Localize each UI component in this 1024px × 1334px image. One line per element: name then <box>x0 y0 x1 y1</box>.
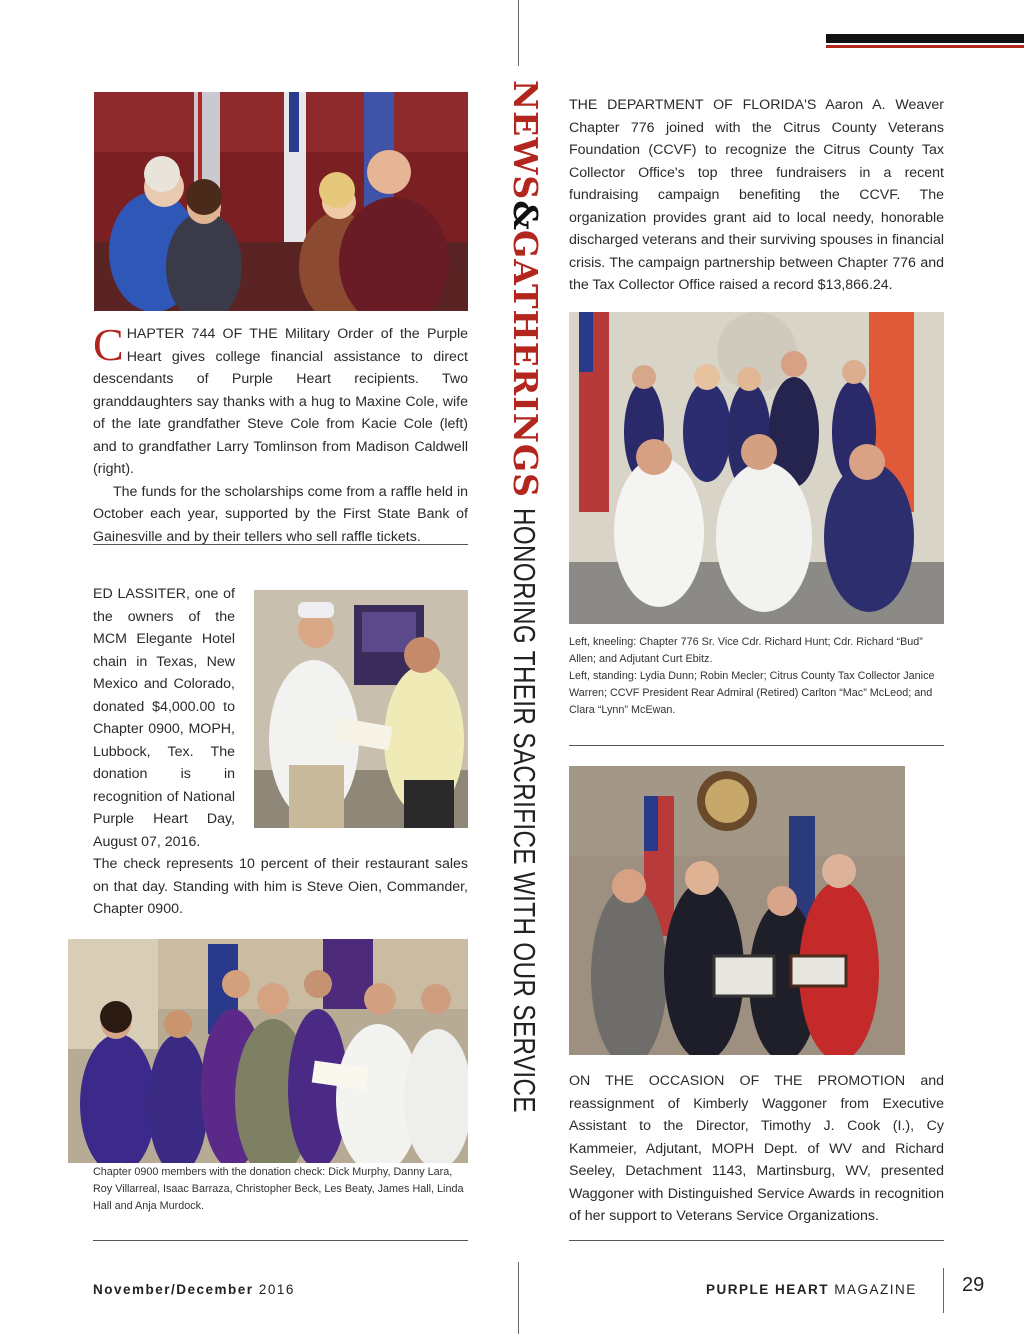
footer-magazine-word: MAGAZINE <box>834 1282 917 1297</box>
caption-chapter-0900: Chapter 0900 members with the donation check: Dick Murphy, Danny Lara, Roy Villarreal, Isaac Barraza, Christopher Beck, Les Beaty, James Hall, Linda Hall and Anja Murdock. <box>93 1166 464 1212</box>
header-bar-red <box>826 45 1024 48</box>
page-number: 29 <box>962 1274 985 1296</box>
section-title-gatherings: GATHERINGS <box>506 230 545 498</box>
photo-waggoner-awards <box>569 766 905 1055</box>
header-bar-black <box>826 34 1024 43</box>
photo-check-presentation <box>254 590 468 828</box>
footer-issue <box>93 1282 295 1297</box>
article-waggoner: ON THE OCCASION OF THE PROMOTION and reassignment of Kimberly Waggoner from Executive Assistant to the Director, Timothy J. Cook (I.), Cy Kammeier, Adjutant, MOPH Dept. of WV and Richard Seeley, Detachment 1143, Martinsburg, WV, presented Waggoner with Distinguished Service Awards in recognition of her support to Veterans Service Organizations. <box>569 1073 944 1224</box>
section-title-amp: & <box>506 200 545 231</box>
caption-standing: Left, standing: Lydia Dunn; Robin Mecler; Citrus County Tax Collector Janice Warren; CCVF President Rear Admiral (Retired) Carlton “Mac” McLeod; and Clara “Lynn” McEwan. <box>569 670 935 716</box>
photo-scholarship-hugs <box>94 92 468 311</box>
photo-chapter-776-group <box>569 312 944 624</box>
footer-issue-year: 2016 <box>258 1282 295 1297</box>
photo-chapter-0900-members <box>68 939 468 1163</box>
footer-divider <box>943 1268 944 1313</box>
caption-kneeling: Left, kneeling: Chapter 776 Sr. Vice Cdr. Richard Hunt; Cdr. Richard “Bud” Allen; and Adjutant Curt Ebitz. <box>569 636 923 665</box>
article-chapter-744 <box>93 319 468 548</box>
dropcap: C <box>93 319 124 370</box>
section-title-news: NEWS <box>506 80 545 201</box>
footer-issue-month: November/December <box>93 1282 254 1297</box>
spine-line-top <box>518 0 519 66</box>
footer-magazine-name: PURPLE HEART <box>706 1282 830 1297</box>
article-lassiter-wide: The check represents 10 percent of their restaurant sales on that day. Standing with him is Steve Oien, Commander, Chapter 0900. <box>93 856 468 917</box>
divider-right-2 <box>569 1240 944 1241</box>
section-title <box>505 80 545 1240</box>
article-chapter-744-p1: HAPTER 744 OF THE Military Order of the Purple Heart gives college financial assistance to direct descendants of Purple Heart recipients. Two granddaughters say thanks with a hug to Maxine Cole, wife of the late grandfather Steve Cole from Kacie Cole (left) and to grandfather Larry Tomlinson from Madison Caldwell (right). <box>93 326 468 477</box>
divider-right-1 <box>569 745 944 746</box>
article-florida-chapter-776: THE DEPARTMENT OF FLORIDA'S Aaron A. Weaver Chapter 776 joined with the Citrus County Veterans Foundation (CCVF) to recognize the Citrus County Tax Collector Office's top three fundraisers in a recent fundraising campaign benefiting the CCVF. The organization provides grant aid to local needy, honorable discharged veterans and their surviving spouses in financial crisis. The campaign partnership between Chapter 776 and the Tax Collector Office raised a record $13,866.24. <box>569 97 944 293</box>
divider-left-1 <box>93 544 468 545</box>
divider-left-2 <box>93 1240 468 1241</box>
footer-magazine <box>706 1282 917 1297</box>
article-chapter-744-p2: The funds for the scholarships come from a raffle held in October each year, supported by the First State Bank of Gainesville and by their tellers who sell raffle tickets. <box>93 483 468 545</box>
section-subtitle: HONORING THEIR SACRIFICE WITH OUR SERVICE <box>507 507 542 1113</box>
caption-chapter-776 <box>569 634 944 719</box>
article-lassiter-narrow: ED LASSITER, one of the owners of the MCM Elegante Hotel chain in Texas, New Mexico and Colorado, donated $4,000.00 to Chapter 0900, MOPH, Lubbock, Tex. The donation is in recognition of National Purple Heart Day, August 07, 2016. <box>93 586 235 850</box>
spine-line-bottom <box>518 1262 519 1334</box>
